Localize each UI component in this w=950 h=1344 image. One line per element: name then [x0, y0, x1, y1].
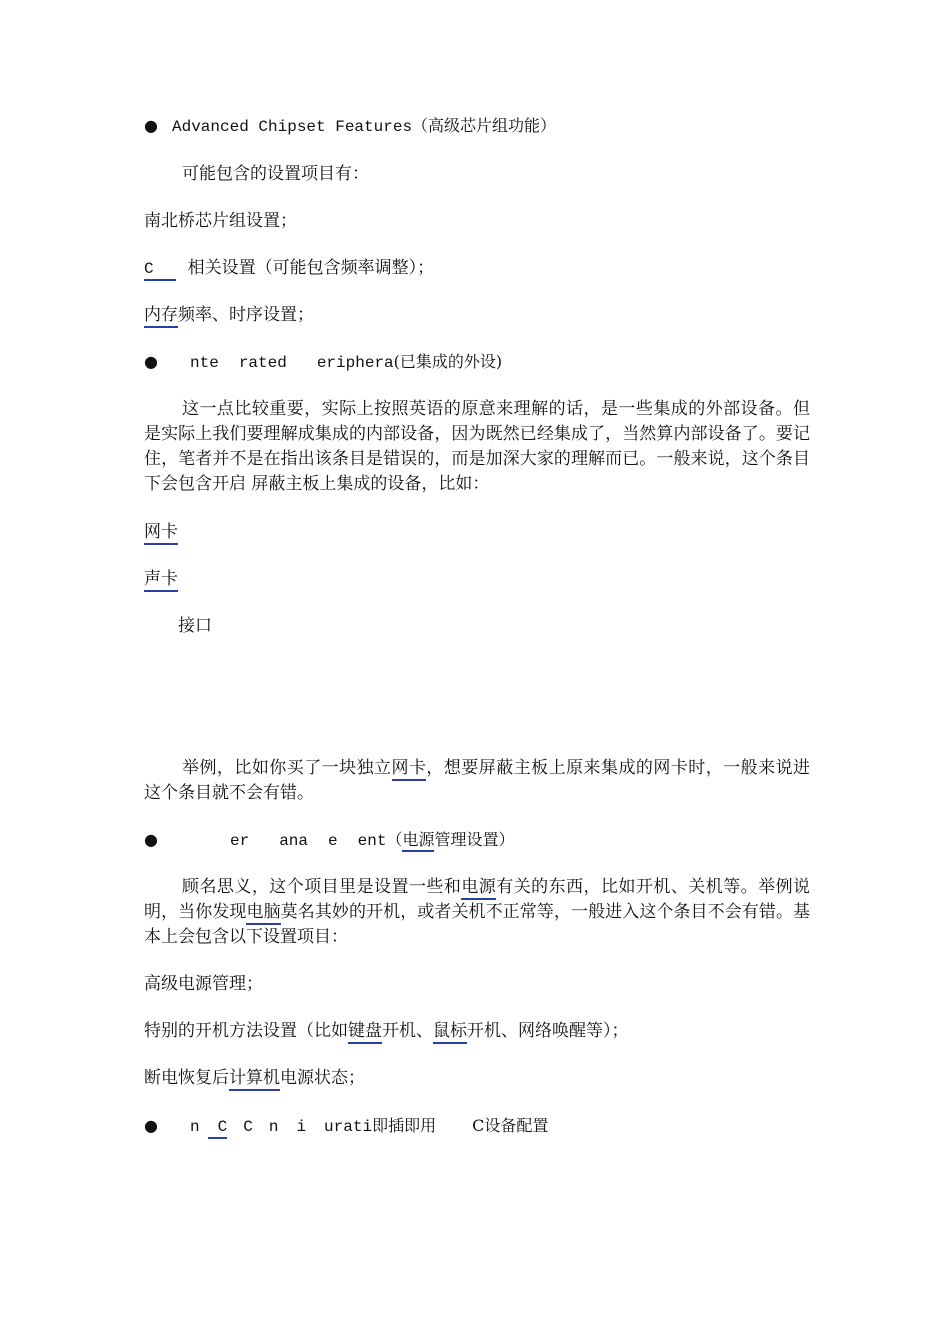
bullet-icon: ●: [144, 352, 158, 371]
power-link[interactable]: 电源: [402, 830, 434, 852]
heading-text: Advanced Chipset Features（高级芯片组功能）: [172, 118, 557, 136]
cpu-link[interactable]: C: [144, 260, 176, 281]
intro-line: 可能包含的设置项目有：: [182, 164, 369, 184]
bullet-icon: ●: [144, 116, 158, 135]
section-heading-chipset: [144, 114, 556, 139]
list-item-power-restore: 断电恢复后计算机电源状态；: [144, 1066, 365, 1090]
memory-link[interactable]: 内存: [144, 305, 178, 328]
sound-card-link[interactable]: 声卡: [144, 569, 178, 592]
pnp-link[interactable]: C: [208, 1118, 228, 1139]
nic-link[interactable]: 网卡: [392, 758, 427, 781]
computer-link[interactable]: 计算机: [229, 1068, 280, 1091]
bullet-icon: ●: [144, 1116, 158, 1135]
list-item-special-boot: 特别的开机方法设置（比如键盘开机、鼠标开机、网络唤醒等）；: [144, 1019, 629, 1043]
list-item-cpu: C 相关设置（可能包含频率调整）；: [144, 256, 434, 281]
list-item-adv-power: 高级电源管理；: [144, 974, 263, 994]
section-heading-power: ● er ana e ent（电源管理设置）: [144, 830, 515, 850]
computer-link[interactable]: 电脑: [246, 902, 280, 925]
list-item-sound: [144, 567, 178, 591]
section-heading-pnp: ● n C C n i urati即插即用 C设备配置: [144, 1114, 548, 1139]
nic-link[interactable]: 网卡: [144, 522, 178, 545]
section-heading-integrated: ● nte rated eriphera(已集成的外设): [144, 352, 503, 372]
list-item-port: 接口: [178, 616, 212, 636]
list-item-nic: [144, 520, 178, 544]
paragraph-integrated: 这一点比较重要，实际上按照英语的原意来理解的话，是一些集成的外部设备。但是实际上我们要理解成集成的内部设备，因为既然已经集成了，当然算内部设备了。要记住，笔者并不是在指出该条目是错误的，而是加深大家的理解而已。一般来说，这个条目下会包含开启 屏蔽主板上集成的设备，比如：: [144, 399, 810, 494]
power-link[interactable]: 电源: [461, 877, 496, 900]
paragraph-example: 举例，比如你买了一块独立网卡，想要屏蔽主板上原来集成的网卡时，一般来说进这个条目就不会有错。: [144, 758, 811, 803]
bullet-icon: ●: [144, 830, 158, 849]
mouse-link[interactable]: 鼠标: [433, 1021, 467, 1044]
keyboard-link[interactable]: 键盘: [348, 1021, 382, 1044]
list-item-memory: 内存频率、时序设置；: [144, 303, 314, 327]
list-item-northsouth: 南北桥芯片组设置；: [144, 211, 297, 231]
paragraph-power: 顾名思义，这个项目里是设置一些和电源有关的东西，比如开机、关机等。举例说明，当你发现电脑莫名其妙的开机，或者关机不正常等，一般进入这个条目不会有错。基本上会包含以下设置项目：: [144, 877, 811, 947]
